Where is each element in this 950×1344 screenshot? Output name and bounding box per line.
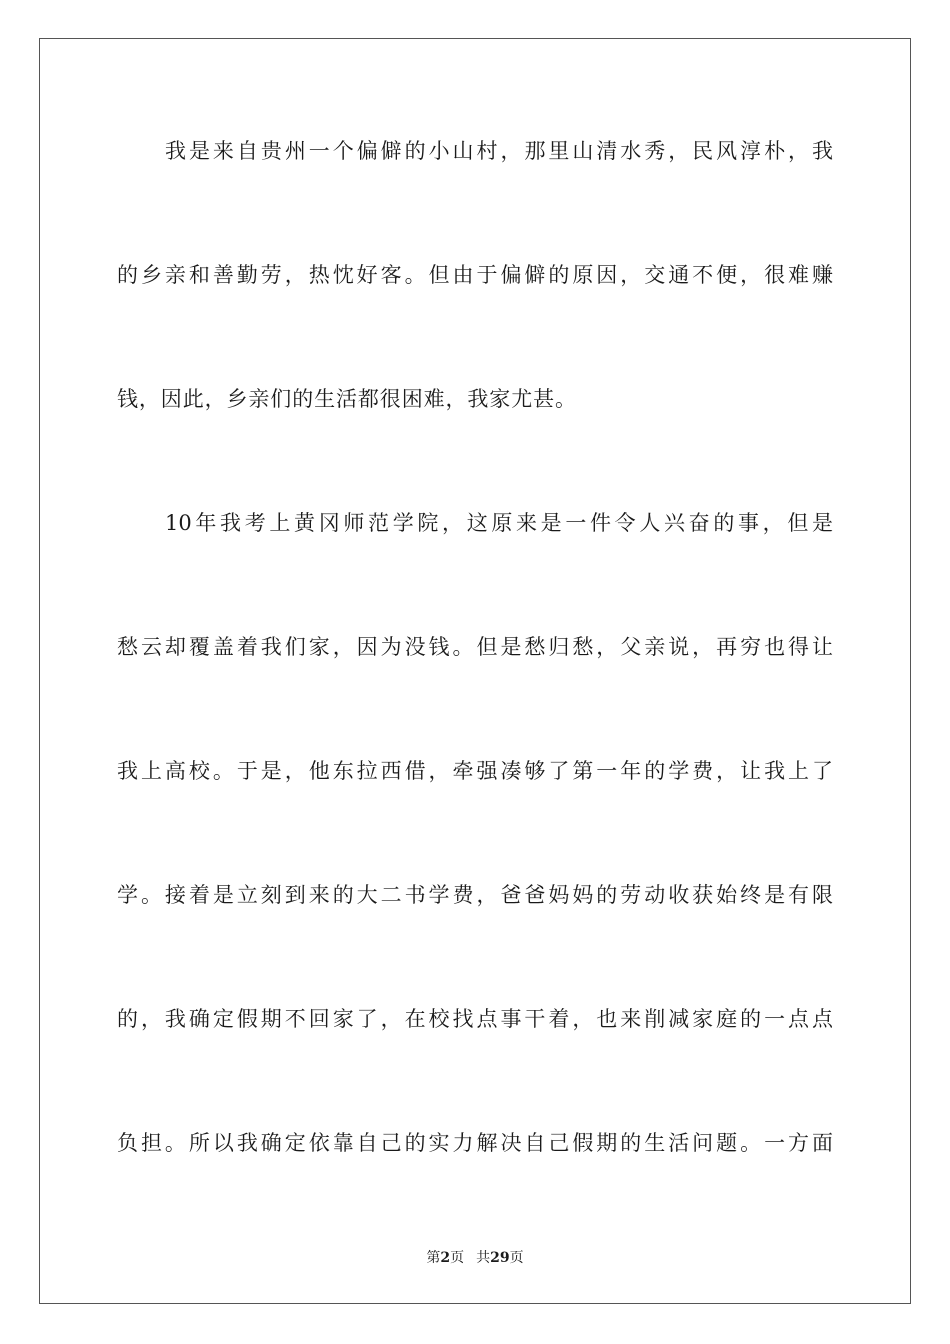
page-suffix: 页 [450, 1250, 465, 1266]
total-suffix: 页 [509, 1250, 524, 1266]
page-prefix: 第 [426, 1250, 441, 1266]
current-page-number: 2 [440, 1250, 451, 1266]
paragraph-1-line-1: 我是来自贵州一个偏僻的小山村，那里山清水秀，民风淳朴，我 [165, 139, 833, 163]
paragraph-2-line-3: 我上高校。于是，他东拉西借，牵强凑够了第一年的学费，让我上了 [117, 759, 833, 783]
paragraph-1-line-2: 的乡亲和善勤劳，热忱好客。但由于偏僻的原因，交通不便，很难赚 [117, 263, 833, 287]
total-prefix: 共 [476, 1250, 491, 1266]
paragraph-2-line-6: 负担。所以我确定依靠自己的实力解决自己假期的生活问题。一方面 [117, 1131, 833, 1155]
page-border [39, 38, 911, 1304]
paragraph-2-line-2: 愁云却覆盖着我们家，因为没钱。但是愁归愁，父亲说，再穷也得让 [117, 635, 833, 659]
paragraph-2-line-5: 的，我确定假期不回家了，在校找点事干着，也来削减家庭的一点点 [117, 1007, 833, 1031]
total-page-count: 29 [490, 1250, 510, 1266]
paragraph-2-line-1: 10年我考上黄冈师范学院，这原来是一件令人兴奋的事，但是 [165, 511, 833, 535]
paragraph-1-line-3: 钱，因此，乡亲们的生活都很困难，我家尤甚。 [117, 387, 577, 411]
page-footer [0, 1247, 950, 1269]
paragraph-2-line-4: 学。接着是立刻到来的大二书学费，爸爸妈妈的劳动收获始终是有限 [117, 883, 833, 907]
